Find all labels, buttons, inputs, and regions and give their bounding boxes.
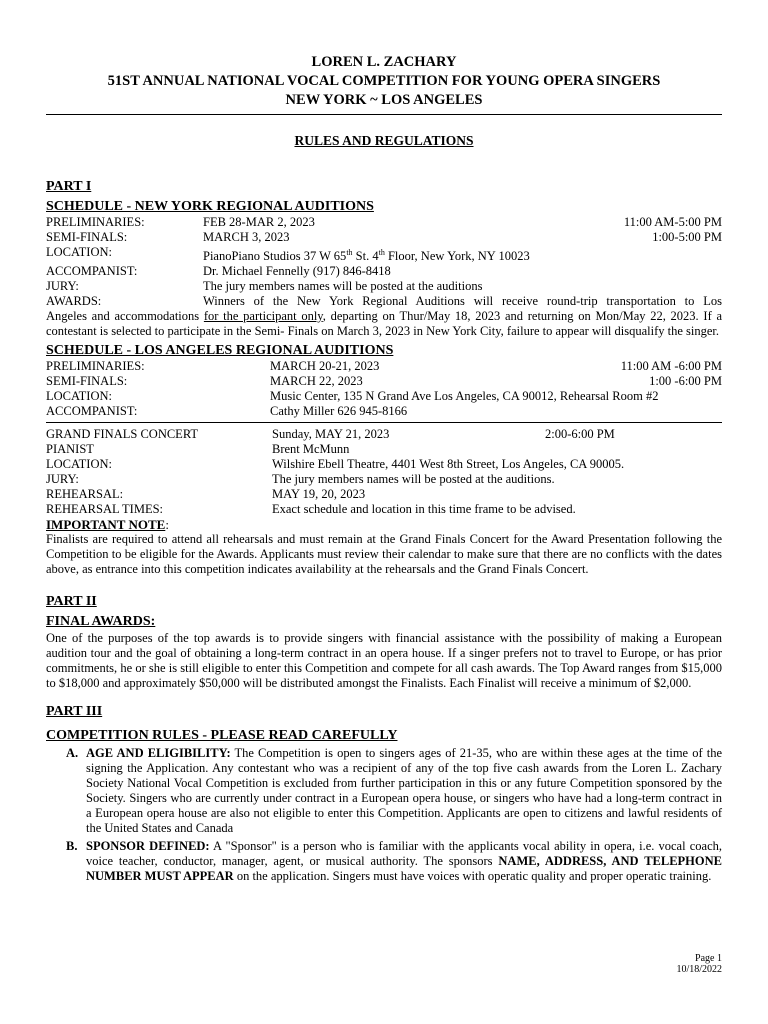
ny-semi-label: SEMI-FINALS: — [46, 230, 128, 244]
part-2-heading: PART II — [46, 594, 97, 610]
gf-concert-time: 2:00-6:00 PM — [545, 427, 615, 442]
ny-prelim-label: PRELIMINARIES: — [46, 215, 145, 229]
la-semi-date: MARCH 22, 2023 — [270, 374, 363, 389]
rule-age-eligibility — [46, 746, 722, 836]
revision-date: 10/18/2022 — [676, 964, 722, 975]
ny-awards-row — [46, 294, 722, 309]
important-note-heading: IMPORTANT NOTE: — [46, 517, 169, 533]
header-competition: 51ST ANNUAL NATIONAL VOCAL COMPETITION FOR YOUNG OPERA SINGERS — [107, 73, 661, 89]
gf-rehearsal-times-label: REHEARSAL TIMES: — [46, 502, 164, 517]
ny-jury-row — [46, 279, 722, 294]
la-accompanist-row — [46, 404, 722, 419]
important-note-text: Finalists are required to attend all rehearsals and must remain at the Grand Finals Concert for the Award Presentation following the Competition to be eligible for the Awards. Applicants must review their calendar to make sure that there are no conflicts with the dates above, as entrance into this competition indicates availability at the rehearsals and the Grand Finals Concert. — [46, 532, 722, 577]
gf-rehearsal-times-row — [46, 502, 722, 517]
competition-rules-list — [46, 746, 722, 884]
la-location-label: LOCATION: — [46, 389, 112, 404]
rule-sponsor-defined — [46, 839, 722, 884]
la-semi-row — [46, 374, 722, 389]
gf-concert-date: Sunday, MAY 21, 2023 — [272, 427, 390, 442]
page-number: Page 1 — [695, 953, 722, 964]
ny-prelim-time: 11:00 AM-5:00 PM — [623, 215, 722, 229]
rule-a-text: AGE AND ELIGIBILITY: The Competition is open to singers ages of 21-35, who are within these ages at the time of the signing the Application. Any contestant who was a recipient of any of the top five cash awards from the Loren L. Zachary Society National Vocal Competition is excluded from further participation in this or any future Competition sponsored by the Society. Singers who are currently under contract in a European opera house, or singers who have had a long-term contract in a European opera house are also not eligible to enter this Competition. Applicants are open to citizens and lawful residents of the United States and Canada — [86, 746, 722, 836]
ny-location-value: PianoPiano Studios 37 W 65th St. 4th Floor, New York, NY 10023 — [203, 248, 530, 264]
la-location-value: Music Center, 135 N Grand Ave Los Angeles, CA 90012, Rehearsal Room #2 — [270, 389, 659, 404]
final-awards-text: One of the purposes of the top awards is to provide singers with financial assistance with the possibility of making a European audition tour and the goal of obtaining a long-term contract in an opera house. If a singer prefers not to travel to Europe, or has prior commitments, he or she is still eligible to enter this Competition and compete for all cash awards. The Top Award ranges from $15,000 to $18,000 and approximately $50,000 will be distributed amongst the Finalists. Each Finalist will receive a minimum of $2,000. — [46, 631, 722, 691]
la-semi-time: 1:00 -6:00 PM — [649, 374, 722, 389]
ny-schedule — [46, 215, 722, 339]
la-schedule-heading: SCHEDULE - LOS ANGELES REGIONAL AUDITIONS — [46, 343, 394, 359]
document-header — [46, 0, 722, 110]
gf-pianist-label: PIANIST — [46, 442, 94, 457]
ny-location-row — [46, 245, 722, 264]
part-1-heading: PART I — [46, 179, 92, 194]
final-awards-heading: FINAL AWARDS: — [46, 614, 156, 630]
ny-prelim-row — [46, 215, 722, 230]
ny-accompanist-label: ACCOMPANIST: — [46, 264, 138, 279]
gf-rehearsal-label: REHEARSAL: — [46, 487, 124, 502]
la-prelim-time: 11:00 AM -6:00 PM — [620, 359, 722, 374]
ny-jury-value: The jury members names will be posted at the auditions — [203, 279, 483, 294]
gf-jury-label: JURY: — [46, 472, 79, 487]
ny-semi-row — [46, 230, 722, 245]
grand-finals-schedule — [46, 427, 722, 517]
participant-only-text: for the participant only — [203, 309, 323, 324]
part-3-heading: PART III — [46, 704, 103, 720]
ny-awards-first-line: Winners of the New York Regional Auditions will receive round-trip transportation to Los — [203, 294, 722, 309]
section-divider — [46, 422, 722, 423]
gf-rehearsal-row — [46, 487, 722, 502]
gf-pianist-row — [46, 442, 722, 457]
la-prelim-date: MARCH 20-21, 2023 — [270, 359, 380, 374]
ny-semi-date: MARCH 3, 2023 — [203, 230, 290, 244]
gf-concert-row — [46, 427, 722, 442]
ny-awards-text: Angeles and accommodations for the participant only, departing on Thur/May 18, 2023 and returning on Mon/May 22, 2023. If a contestant is selected to participate in the Semi- Finals on March 3, 2023 in New York City, failure to appear will disqualify the singer. — [46, 309, 722, 339]
gf-concert-label: GRAND FINALS CONCERT — [46, 427, 199, 442]
la-prelim-label: PRELIMINARIES: — [46, 359, 145, 374]
ny-semi-time: 1:00-5:00 PM — [652, 230, 722, 244]
rule-b-marker: B. — [66, 839, 78, 854]
gf-pianist-value: Brent McMunn — [272, 442, 350, 457]
header-name: LOREN L. ZACHARY — [311, 54, 457, 70]
header-cities: NEW YORK ~ LOS ANGELES — [285, 92, 483, 108]
la-location-row — [46, 389, 722, 404]
page-footer — [676, 953, 722, 975]
gf-location-row — [46, 457, 722, 472]
header-divider — [46, 114, 722, 115]
ny-awards-label: AWARDS: — [46, 294, 102, 309]
document-title: RULES AND REGULATIONS — [294, 133, 474, 148]
gf-rehearsal-value: MAY 19, 20, 2023 — [272, 487, 366, 502]
gf-jury-row — [46, 472, 722, 487]
la-schedule — [46, 359, 722, 419]
gf-location-label: LOCATION: — [46, 457, 112, 472]
ny-jury-label: JURY: — [46, 279, 79, 294]
la-accompanist-value: Cathy Miller 626 945-8166 — [270, 404, 408, 419]
ny-location-label: LOCATION: — [46, 245, 112, 259]
rule-b-text: SPONSOR DEFINED: A "Sponsor" is a person who is familiar with the applicants vocal ability in opera, i.e. vocal coach, voice teacher, conductor, manager, agent, or musical authority. The sponsors NAME, ADDRESS, AND TELEPHONE NUMBER MUST APPEAR on the application. Singers must have voices with operatic quality and proper operatic training. — [86, 839, 722, 884]
ny-accompanist-row — [46, 264, 722, 279]
rule-a-marker: A. — [66, 746, 79, 761]
la-semi-label: SEMI-FINALS: — [46, 374, 128, 389]
gf-location-value: Wilshire Ebell Theatre, 4401 West 8th Street, Los Angeles, CA 90005. — [272, 457, 625, 472]
la-accompanist-label: ACCOMPANIST: — [46, 404, 138, 419]
la-prelim-row — [46, 359, 722, 374]
ny-accompanist-value: Dr. Michael Fennelly (917) 846-8418 — [203, 264, 391, 279]
gf-jury-value: The jury members names will be posted at the auditions. — [272, 472, 555, 487]
competition-rules-heading: COMPETITION RULES - PLEASE READ CAREFULLY — [46, 728, 398, 744]
ny-prelim-date: FEB 28-MAR 2, 2023 — [203, 215, 315, 229]
ny-schedule-heading: SCHEDULE - NEW YORK REGIONAL AUDITIONS — [46, 199, 374, 214]
gf-rehearsal-times-value: Exact schedule and location in this time frame to be advised. — [272, 502, 576, 517]
